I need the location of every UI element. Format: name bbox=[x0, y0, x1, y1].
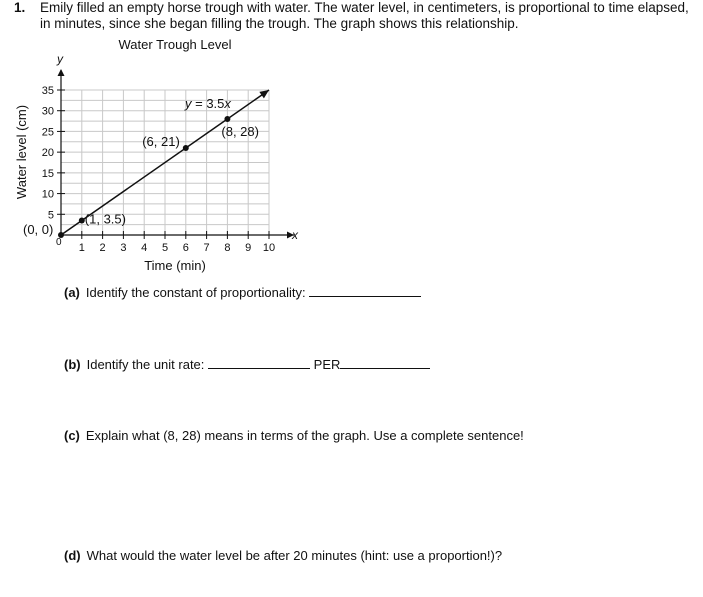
point-label: (1, 3.5) bbox=[84, 211, 126, 227]
x-tick-label: 10 bbox=[262, 242, 276, 254]
x-tick-label: 8 bbox=[224, 242, 231, 254]
y-axis-label: Water level (cm) bbox=[14, 104, 29, 200]
equation-y: y bbox=[185, 96, 192, 111]
y-tick-label: 30 bbox=[41, 105, 54, 118]
y-axis-letter: y bbox=[57, 52, 63, 66]
answer-b-blank-1[interactable] bbox=[208, 356, 310, 369]
question-b-text: Identify the unit rate: bbox=[86, 357, 205, 372]
question-d-label: (d) bbox=[64, 548, 81, 563]
question-d-text: What would the water level be after 20 minutes (hint: use a proportion!)? bbox=[86, 548, 503, 563]
y-tick-label: 10 bbox=[41, 188, 54, 201]
x-tick-label: 1 bbox=[78, 242, 85, 254]
x-tick-label: 6 bbox=[182, 242, 189, 254]
question-b-label: (b) bbox=[64, 357, 81, 372]
y-tick-label: 25 bbox=[41, 126, 54, 139]
x-tick-label: 9 bbox=[245, 242, 252, 254]
x-tick-label: 4 bbox=[141, 242, 148, 254]
series-arrow bbox=[259, 90, 269, 98]
equation-label bbox=[184, 96, 231, 111]
y-axis-arrow bbox=[58, 69, 65, 76]
question-c-label: (c) bbox=[64, 428, 80, 443]
point-label: (0, 0) bbox=[23, 222, 54, 237]
question-c-text: Explain what (8, 28) means in terms of the graph. Use a complete sentence! bbox=[85, 428, 524, 443]
question-a bbox=[64, 284, 421, 300]
chart-points bbox=[23, 116, 259, 238]
x-tick-label: 5 bbox=[161, 242, 169, 254]
point-label: (8, 28) bbox=[221, 124, 259, 139]
origin-tick-label: 0 bbox=[56, 237, 62, 248]
question-d bbox=[64, 548, 502, 563]
y-tick-label: 35 bbox=[41, 85, 54, 97]
x-tick-label: 3 bbox=[120, 242, 127, 254]
y-tick-label: 5 bbox=[47, 209, 54, 222]
data-point bbox=[224, 116, 230, 122]
question-a-label: (a) bbox=[64, 285, 80, 300]
question-b-per: PER bbox=[313, 357, 341, 372]
answer-b-blank-2[interactable] bbox=[340, 356, 430, 369]
chart-title: Water Trough Level bbox=[118, 37, 232, 52]
x-axis-letter: x bbox=[292, 228, 298, 242]
equation-rest: = 3.5 bbox=[191, 96, 225, 111]
x-tick-label: 7 bbox=[203, 242, 210, 254]
question-c bbox=[64, 428, 524, 443]
x-axis-label: Time (min) bbox=[144, 258, 206, 273]
problem-stem: Emily filled an empty horse trough with water. The water level, in centimeters, is proportional to time elapsed, in minutes, since she began filling the trough. The graph shows this relationship. bbox=[40, 0, 689, 31]
point-label: (6, 21) bbox=[142, 134, 180, 149]
x-tick-label: 2 bbox=[99, 242, 106, 254]
y-tick-label: 15 bbox=[41, 167, 54, 180]
data-point bbox=[183, 145, 189, 151]
equation-x: x bbox=[224, 96, 231, 111]
problem-number: 1. bbox=[14, 0, 26, 15]
question-b bbox=[64, 356, 430, 372]
answer-a-blank[interactable] bbox=[309, 284, 421, 297]
question-a-text: Identify the constant of proportionality: bbox=[85, 285, 306, 300]
y-tick-label: 20 bbox=[41, 147, 54, 160]
